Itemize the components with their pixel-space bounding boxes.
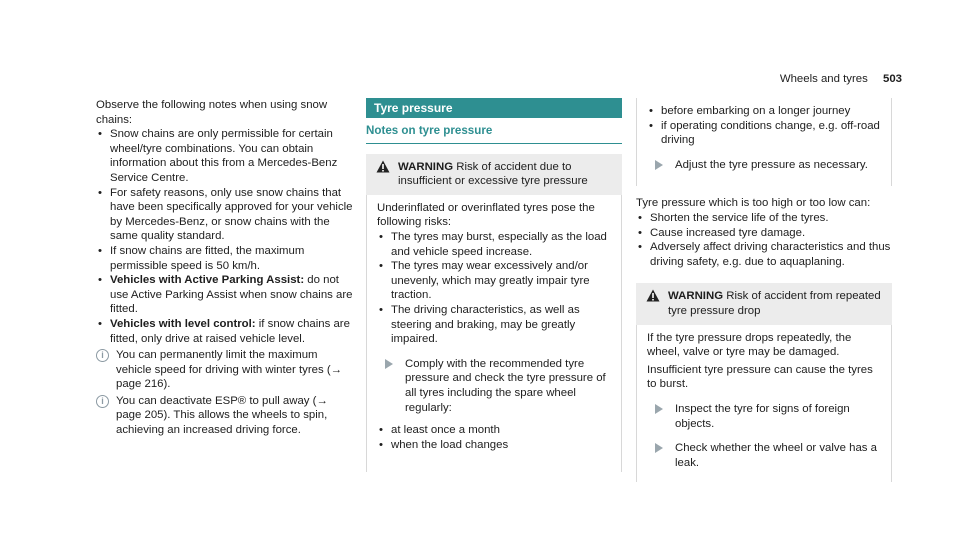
warning-header — [636, 283, 892, 324]
action-text: Comply with the recommended tyre pressure and check the tyre pressure of all tyres including the spare wheel regularly: — [405, 357, 606, 414]
hint-text[interactable]: You can deactivate ESP® to pull away (→ page 205). This allows the wheels to spin, achieving an increased driving force. — [116, 394, 328, 437]
list-item: • Snow chains are only permissible for certain wheel/tyre combinations. You can obtain information about this from a Mercedes-Benz Service Centre. — [96, 127, 354, 185]
page-header — [780, 72, 902, 87]
list-item: • If snow chains are fitted, the maximum permissible speed is 50 km/h. — [96, 244, 354, 273]
risk-list — [377, 230, 611, 347]
action-step — [647, 441, 881, 470]
warning-icon — [646, 289, 660, 302]
list-item: • Adversely affect driving characteristics and thus driving safety, e.g. due to aquaplaning. — [636, 240, 892, 269]
list-item: • at least once a month — [377, 423, 611, 438]
column-tyre-pressure — [366, 98, 622, 472]
list-item: • The tyres may burst, especially as the load and vehicle speed increase. — [377, 230, 611, 259]
info-icon: i — [96, 395, 109, 408]
item-text: if snow chains are fitted, only drive at raised vehicle level. — [110, 317, 350, 345]
check-list — [647, 104, 881, 148]
list-item: • when the load changes — [377, 438, 611, 453]
warning-paragraph: Insufficient tyre pressure can cause the tyres to burst. — [647, 363, 873, 391]
action-text: Inspect the tyre for signs of foreign objects. — [675, 402, 850, 430]
warning-header — [366, 154, 622, 195]
list-item: • For safety reasons, only use snow chains that have been specifically approved for your vehicle by Mercedes-Benz, or snow chains with the same quality standard. — [96, 186, 354, 244]
list-item: • before embarking on a longer journey — [647, 104, 881, 119]
column-snow-chains — [96, 98, 354, 438]
list-item: • if operating conditions change, e.g. off-road driving — [647, 119, 881, 148]
list-item: • The driving characteristics, as well as steering and braking, may be greatly impaired. — [377, 303, 611, 347]
warning-paragraph: If the tyre pressure drops repeatedly, the wheel, valve or tyre may be damaged. — [647, 331, 852, 359]
hint-note — [96, 348, 354, 392]
page-number: 503 — [882, 73, 902, 85]
warning-label: WARNING — [398, 160, 454, 173]
warning-text: Risk of accident from repeated tyre pressure drop — [668, 290, 881, 317]
action-step — [377, 357, 611, 415]
action-text: Adjust the tyre pressure as necessary. — [675, 158, 868, 171]
play-icon — [655, 160, 663, 170]
header-title: Wheels and tyres — [779, 73, 868, 85]
list-item: • Cause increased tyre damage. — [636, 226, 892, 241]
action-step — [647, 402, 881, 431]
item-text: do not use Active Parking Assist when snow chains are fitted. — [110, 274, 353, 316]
play-icon — [655, 443, 663, 453]
warning-text: Risk of accident due to insufficient or excessive tyre pressure — [398, 160, 588, 188]
hint-text[interactable]: You can permanently limit the maximum vehicle speed for driving with winter tyres (→ page 216). — [116, 349, 342, 391]
warning-body-cont — [636, 98, 892, 186]
effects-list — [636, 211, 892, 269]
effects-intro: Tyre pressure which is too high or too low can: — [636, 197, 871, 210]
hint-note — [96, 394, 354, 438]
info-icon: i — [96, 349, 109, 362]
snow-chain-intro: Observe the following notes when using snow chains: — [96, 99, 328, 126]
action-text: Check whether the wheel or valve has a leak. — [675, 442, 877, 469]
snow-chain-list — [96, 127, 354, 346]
column-tyre-pressure-cont — [636, 98, 892, 482]
play-icon — [385, 359, 393, 369]
item-label: Vehicles with level control: — [110, 317, 256, 330]
warning-label: WARNING — [668, 290, 724, 303]
item-label: Vehicles with Active Parking Assist: — [110, 274, 305, 287]
section-title: Tyre pressure — [366, 98, 622, 118]
risk-intro: Underinflated or overinflated tyres pose the following risks: — [377, 201, 595, 229]
list-item: • The tyres may wear excessively and/or unevenly, which may greatly impair tyre traction. — [377, 259, 611, 303]
warning-body — [366, 195, 622, 473]
warning-icon — [376, 160, 390, 173]
action-step — [647, 158, 881, 173]
list-item: • Shorten the service life of the tyres. — [636, 211, 892, 226]
list-item — [96, 317, 354, 346]
warning-body — [636, 325, 892, 483]
subsection-title: Notes on tyre pressure — [366, 124, 622, 144]
check-list — [377, 423, 611, 452]
list-item — [96, 273, 354, 317]
play-icon — [655, 404, 663, 414]
